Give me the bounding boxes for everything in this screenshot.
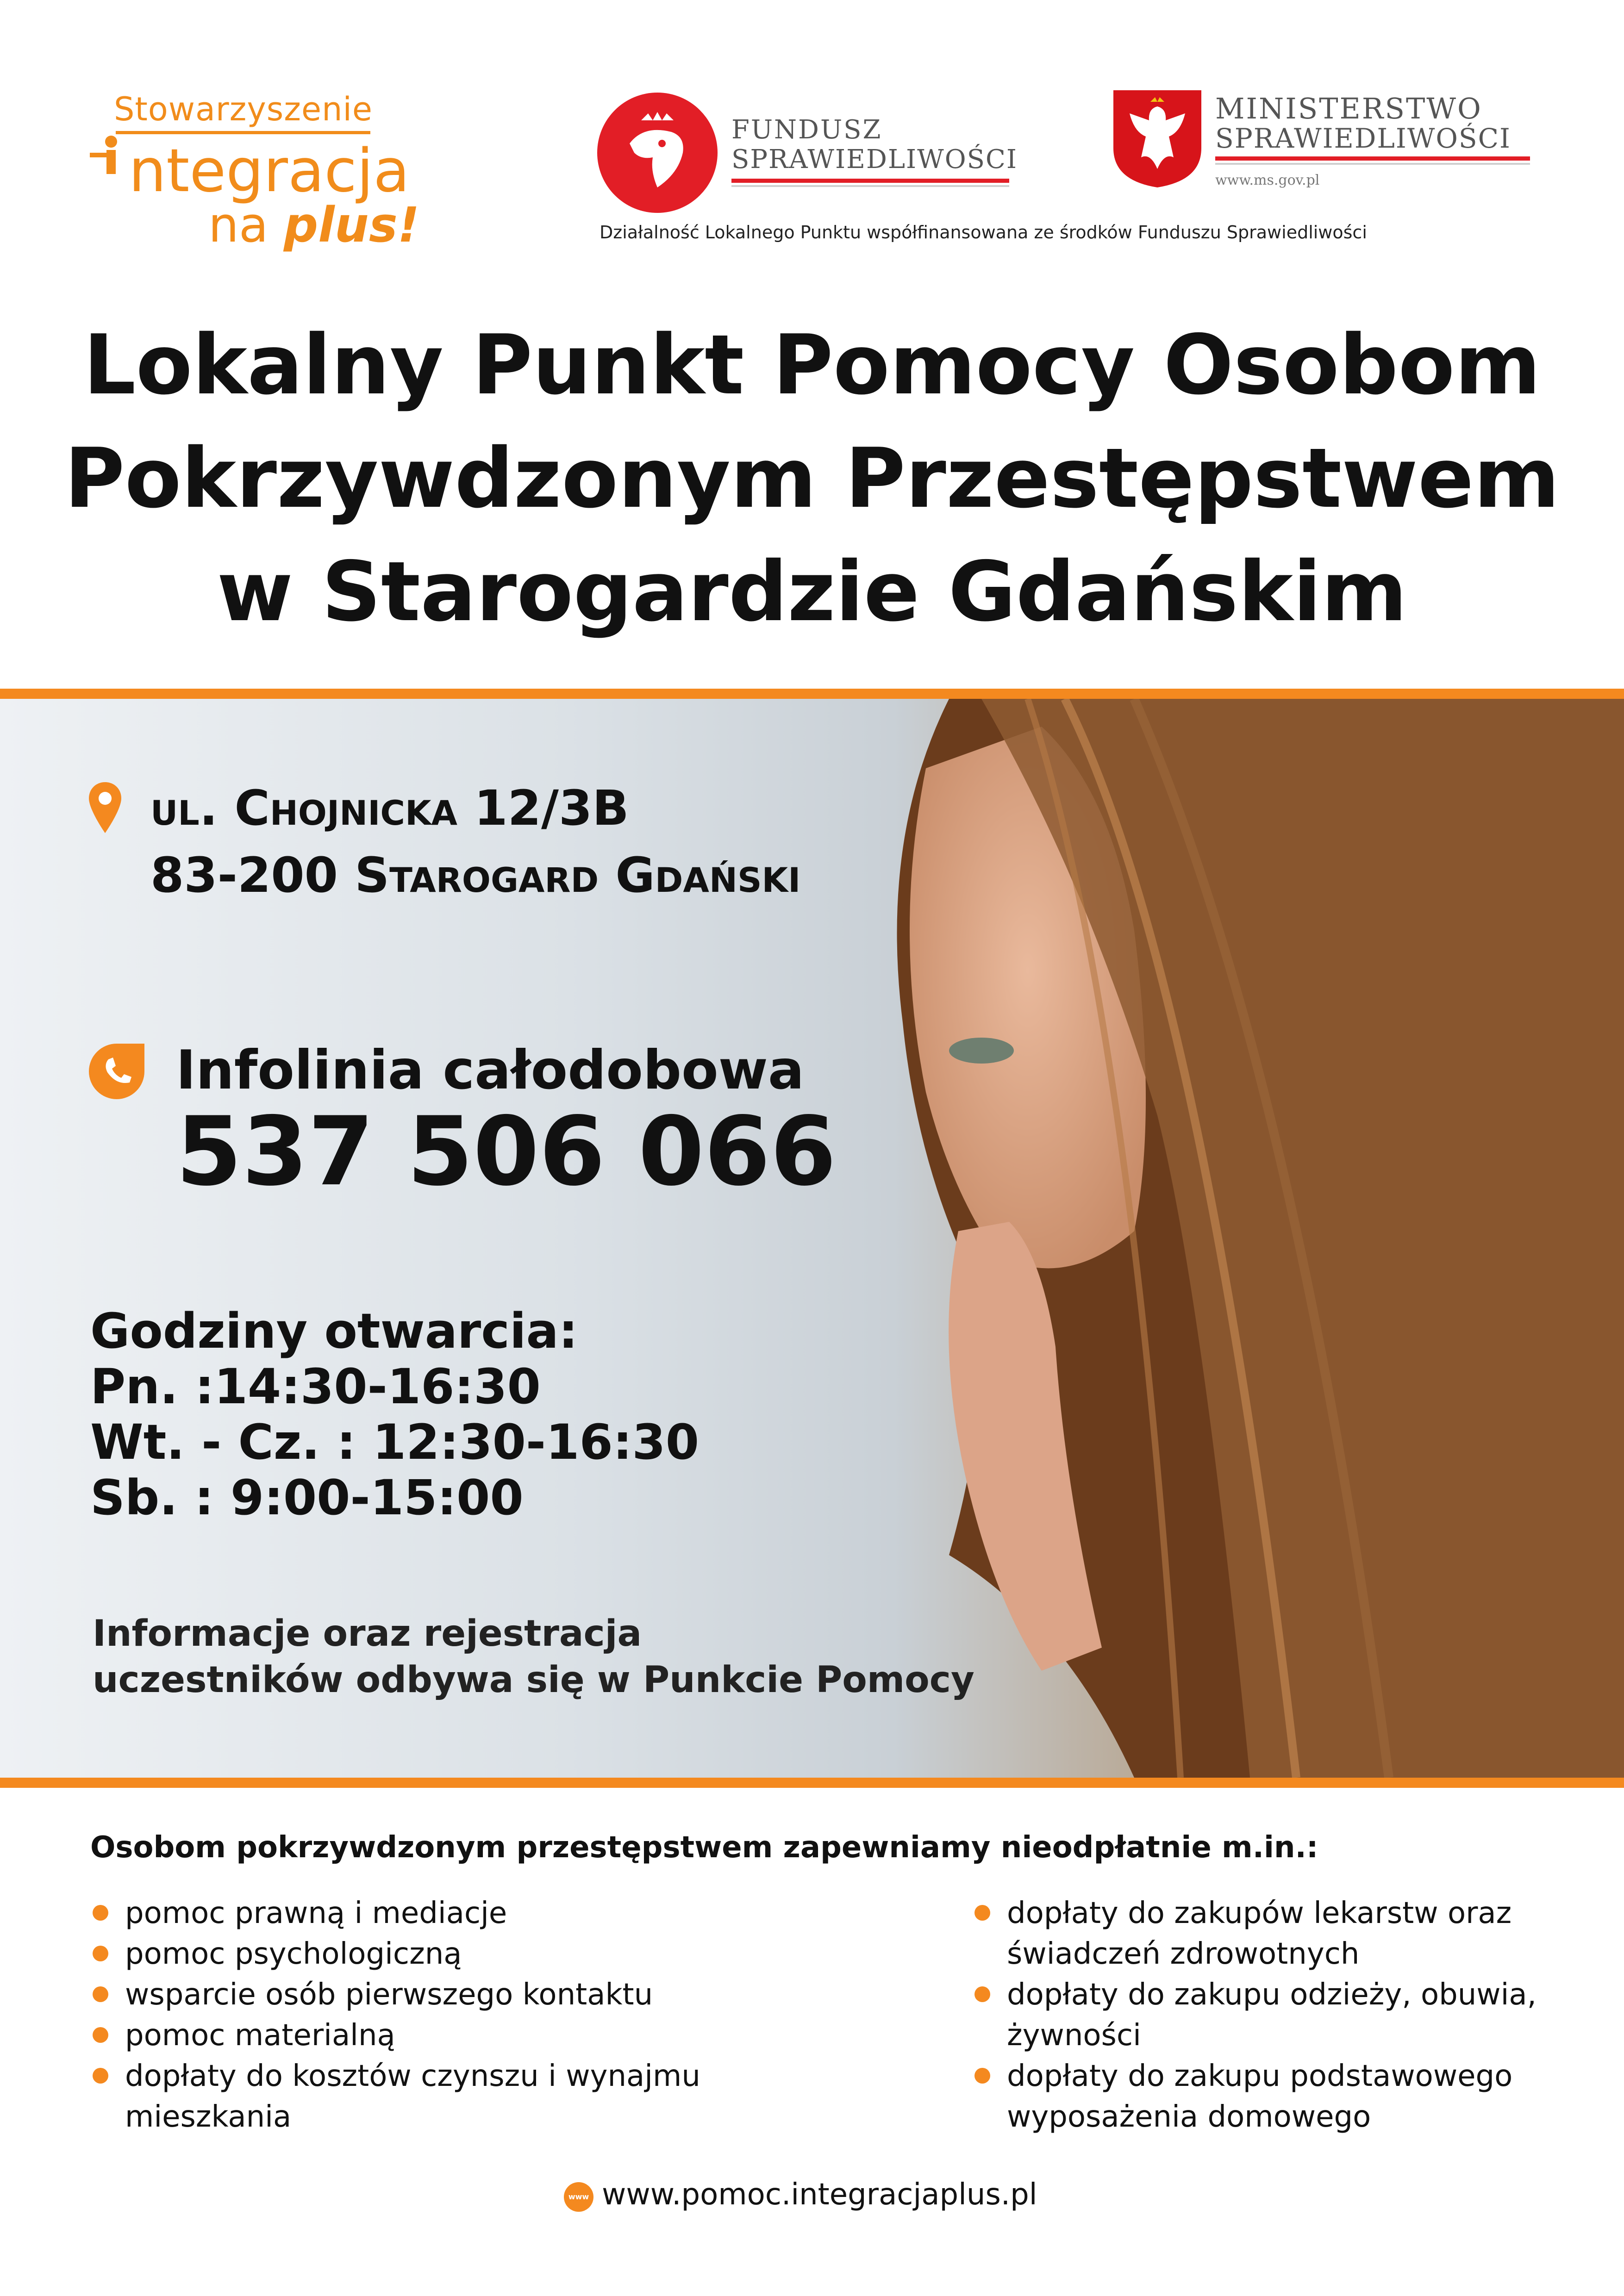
- list-item-text: pomoc prawną i mediacje: [125, 1896, 507, 1930]
- organization-logo-line1: Stowarzyszenie: [114, 90, 373, 128]
- list-item-text: dopłaty do kosztów czynszu i wynajmu mieszkania: [125, 2059, 700, 2134]
- opening-hours-row: Wt. - Cz. : 12:30-16:30: [90, 1414, 700, 1470]
- list-item: [93, 1934, 787, 1974]
- orange-divider-top: [0, 689, 1624, 699]
- registration-info-line-1: Informacje oraz rejestracja: [93, 1613, 642, 1655]
- organization-logo-line3: [208, 197, 419, 253]
- title-line-1: Lokalny Punkt Pomocy Osobom: [83, 317, 1541, 413]
- bullet-dot-icon: [93, 2068, 108, 2084]
- organization-logo-divider: [116, 131, 370, 134]
- list-item-text: pomoc psychologiczną: [125, 1937, 462, 1971]
- fund-logo-line1: FUNDUSZ: [731, 115, 882, 145]
- hotline-number: 537 506 066: [176, 1097, 837, 1207]
- ministry-logo-red-bar: [1215, 156, 1530, 161]
- bullet-dot-icon: [93, 1946, 108, 1961]
- ministry-logo-url: www.ms.gov.pl: [1215, 172, 1320, 188]
- polish-eagle-shield-icon: [1111, 88, 1204, 190]
- ministry-logo-line2: SPRAWIEDLIWOŚCI: [1215, 123, 1511, 154]
- organization-logo-line3-prefix: na: [208, 197, 284, 253]
- fund-logo-red-bar: [731, 179, 1009, 183]
- fund-logo: [597, 93, 1018, 213]
- list-item-text: wsparcie osób pierwszego kontaktu: [125, 1978, 653, 2012]
- ministry-logo-line1: MINISTERSTWO: [1215, 92, 1482, 125]
- fund-logo-grey-bar: [731, 185, 1009, 187]
- bullet-dot-icon: [974, 1986, 990, 2002]
- bullet-dot-icon: [93, 1986, 108, 2002]
- registration-info-line-2: uczestników odbywa się w Punkcie Pomocy: [93, 1659, 974, 1701]
- bullet-dot-icon: [93, 2027, 108, 2043]
- list-item-text: pomoc materialną: [125, 2018, 395, 2053]
- fund-logo-line2: SPRAWIEDLIWOŚCI: [731, 144, 1018, 174]
- list-item: [93, 2015, 787, 2056]
- bullet-dot-icon: [93, 1905, 108, 1921]
- address-line-2: 83-200 Starogard Gdański: [150, 847, 801, 903]
- address-line-1: ul. Chojnicka 12/3B: [150, 780, 629, 836]
- list-item-text: dopłaty do zakupów lekarstw oraz świadczeń zdrowotnych: [1007, 1896, 1512, 1971]
- organization-logo-line3-emph: plus!: [283, 197, 420, 253]
- eagle-badge-icon: [597, 93, 718, 213]
- services-heading: Osobom pokrzywdzonym przestępstwem zapewniamy nieodpłatnie m.in.:: [90, 1830, 1318, 1865]
- list-item: [974, 2056, 1553, 2137]
- title-line-3: w Starogardzie Gdańskim: [217, 544, 1407, 640]
- list-item: [974, 1893, 1553, 1974]
- orange-divider-bottom: [0, 1778, 1624, 1788]
- organization-logo: [88, 90, 458, 261]
- opening-hours-row: Sb. : 9:00-15:00: [90, 1469, 524, 1526]
- list-item-text: dopłaty do zakupu odzieży, obuwia, żywności: [1007, 1978, 1537, 2053]
- ministry-logo-grey-bar: [1215, 163, 1530, 165]
- person-figure-icon: [88, 134, 130, 176]
- list-item: [93, 2056, 796, 2137]
- services-list-left: [93, 1893, 787, 2137]
- phone-icon: [89, 1044, 144, 1099]
- opening-hours-row: Pn. :14:30-16:30: [90, 1358, 541, 1415]
- opening-hours-title: Godziny otwarcia:: [90, 1303, 578, 1359]
- list-item-text: dopłaty do zakupu podstawowego wyposażenia domowego: [1007, 2059, 1513, 2134]
- globe-www-icon: www: [564, 2182, 593, 2212]
- organization-logo-line2: ntegracja: [129, 137, 410, 205]
- hotline-label: Infolinia całodobowa: [176, 1039, 805, 1101]
- ministry-logo: [1111, 88, 1542, 199]
- services-list-right: [974, 1893, 1553, 2137]
- bullet-dot-icon: [974, 1905, 990, 1921]
- list-item: [93, 1974, 787, 2015]
- cofinancing-note: Działalność Lokalnego Punktu współfinansowana ze środków Funduszu Sprawiedliwości: [600, 222, 1367, 243]
- website-link[interactable]: www.pomoc.integracjaplus.pl: [602, 2178, 1037, 2212]
- list-item: [93, 1893, 787, 1934]
- bullet-dot-icon: [974, 2068, 990, 2084]
- list-item: [974, 1974, 1553, 2056]
- map-pin-icon: [89, 782, 121, 833]
- title-line-2: Pokrzywdzonym Przestępstwem: [64, 430, 1560, 526]
